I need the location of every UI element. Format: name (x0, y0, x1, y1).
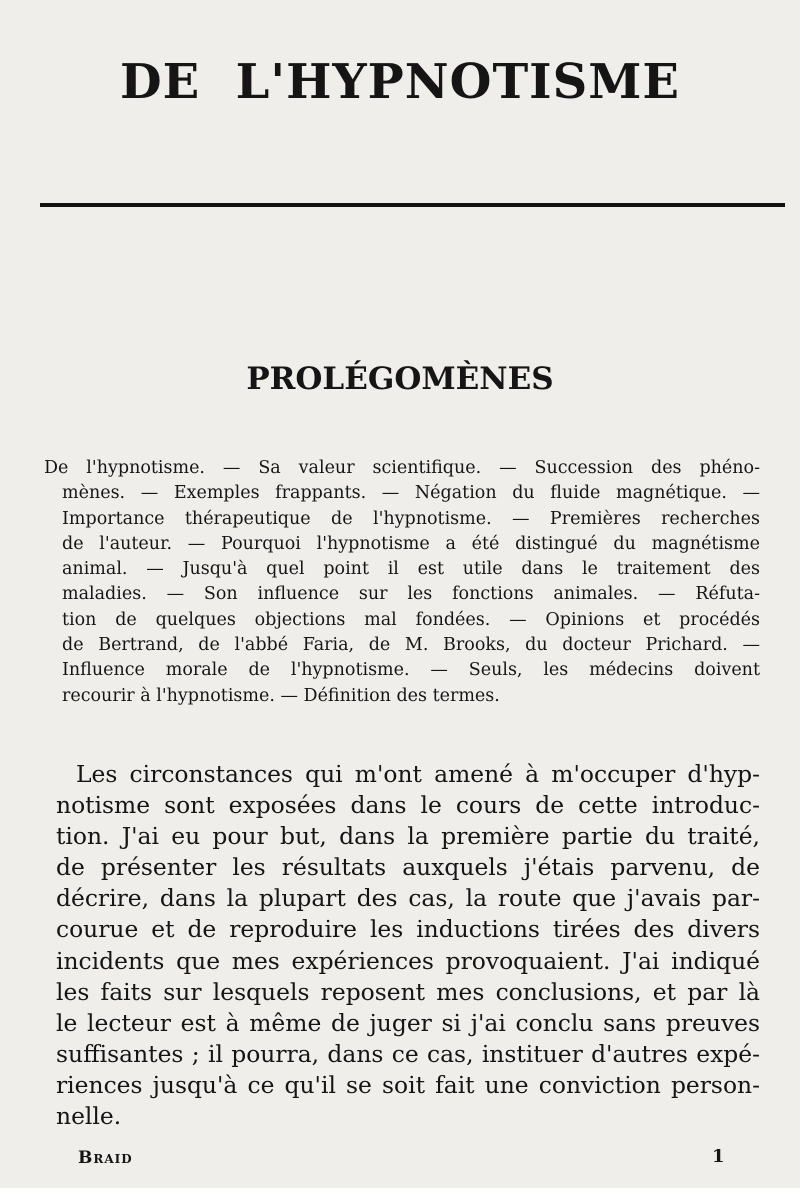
body-paragraph (56, 759, 760, 1132)
body-line: riences jusqu'à ce qu'il se soit fait une conviction person- (56, 1070, 760, 1099)
body-line: les faits sur lesquels reposent mes conclusions, et par là (56, 977, 760, 1006)
body-line: le lecteur est à même de juger si j'ai conclu sans preuves (56, 1008, 760, 1037)
summary-line: animal. — Jusqu'à quel point il est utile dans le traitement des (62, 559, 760, 580)
body-line: incidents que mes expériences provoquaient. J'ai indiqué (56, 946, 760, 975)
summary-line: mènes. — Exemples frappants. — Négation du fluide magnétique. — (62, 483, 760, 504)
chapter-summary (44, 456, 760, 709)
summary-line: Importance thérapeutique de l'hypnotisme. — Premières recherches (62, 508, 760, 529)
signature-mark: Braid (78, 1148, 133, 1168)
summary-line: de Bertrand, de l'abbé Faria, de M. Brooks, du docteur Prichard. — (62, 635, 760, 656)
summary-line: de l'auteur. — Pourquoi l'hypnotisme a été distingué du magnétisme (62, 533, 760, 554)
body-line: nelle. (56, 1102, 122, 1131)
body-line: de présenter les résultats auxquels j'étais parvenu, de (56, 853, 760, 882)
body-line: décrire, dans la plupart des cas, la route que j'avais par- (56, 884, 760, 913)
body-line: suffisantes ; il pourra, dans ce cas, instituer d'autres expé- (56, 1039, 760, 1068)
summary-line: De l'hypnotisme. — Sa valeur scientifique. — Succession des phéno- (44, 458, 760, 478)
page-number: 1 (712, 1146, 725, 1167)
chapter-title: PROLÉGOMÈNES (246, 361, 554, 397)
body-line: Les circonstances qui m'ont amené à m'occuper d'hyp- (76, 760, 760, 788)
title-rule (40, 203, 785, 207)
body-line: tion. J'ai eu pour but, dans la première partie du traité, (56, 822, 760, 851)
running-title: DE L'HYPNOTISME (119, 54, 681, 110)
body-line: notisme sont exposées dans le cours de cette introduc- (56, 791, 760, 820)
summary-line: tion de quelques objections mal fondées. — Opinions et procédés (62, 609, 760, 630)
summary-line: Influence morale de l'hypnotisme. — Seuls, les médecins doivent (62, 660, 760, 681)
summary-line: maladies. — Son influence sur les fonctions animales. — Réfuta- (62, 584, 760, 605)
summary-line: recourir à l'hypnotisme. — Définition des termes. (62, 685, 500, 706)
body-line: courue et de reproduire les inductions tirées des divers (56, 915, 760, 944)
